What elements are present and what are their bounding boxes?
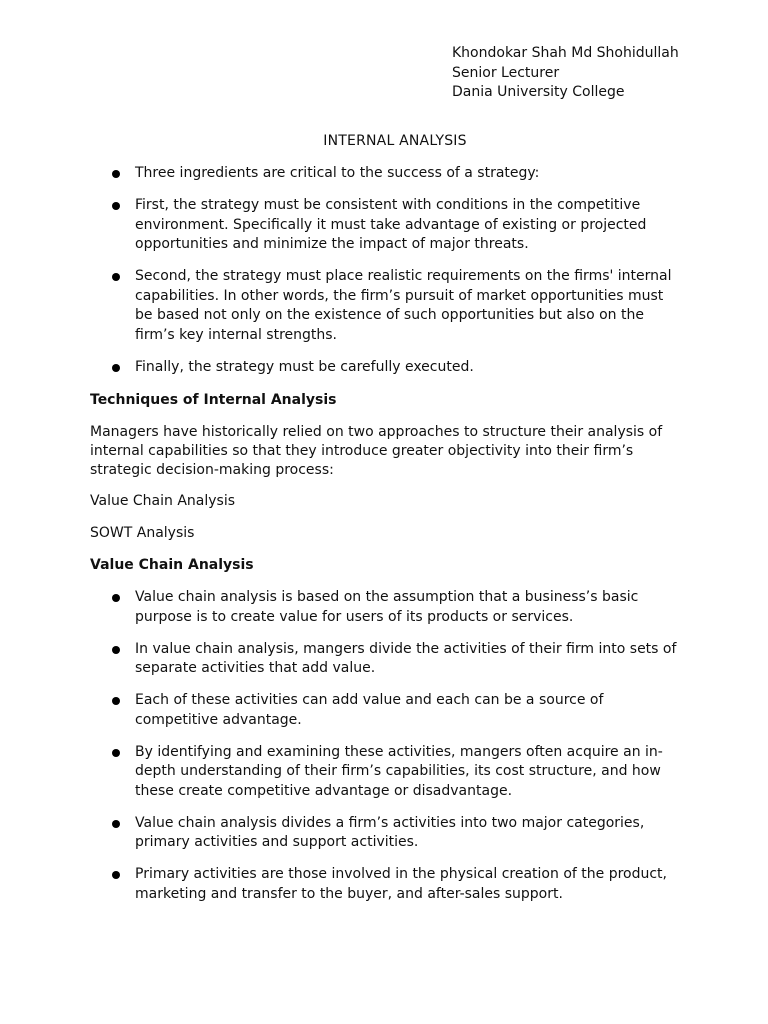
bullet-icon	[112, 273, 120, 281]
author-name: Khondokar Shah Md Shohidullah	[452, 45, 679, 61]
list-item	[90, 640, 680, 679]
bullet-text: First, the strategy must be consistent with conditions in the competitive environment. Specifically it must take advantage of existing or projected opportunities and minimize the impact of major threats.	[135, 197, 647, 252]
approach-sowt: SOWT Analysis	[90, 525, 195, 541]
bullet-text: Each of these activities can add value and each can be a source of competitive advantage.	[135, 692, 604, 728]
bullet-icon	[112, 871, 120, 879]
approach-value-chain: Value Chain Analysis	[90, 493, 236, 509]
author-institution: Dania University College	[452, 84, 625, 100]
list-item	[90, 814, 680, 853]
bullet-text: Primary activities are those involved in the physical creation of the product, marketing and transfer to the buyer, and after-sales support.	[135, 866, 667, 902]
bullet-icon	[112, 697, 120, 705]
bullet-icon	[112, 749, 120, 757]
bullet-icon	[112, 364, 120, 372]
bullet-text: Value chain analysis divides a firm’s activities into two major categories, primary activities and support activities.	[135, 814, 645, 850]
list-item	[90, 865, 680, 904]
bullet-text: Three ingredients are critical to the success of a strategy:	[135, 165, 540, 181]
value-chain-heading: Value Chain Analysis	[90, 557, 254, 573]
bullet-icon	[112, 170, 120, 178]
bullet-text: Value chain analysis is based on the assumption that a business’s basic purpose is to create value for users of its products or services.	[135, 589, 639, 625]
bullet-text: By identifying and examining these activities, mangers often acquire an in-depth understanding of their firm’s capabilities, its cost structure, and how these create competitive advantage or disadvantage.	[135, 743, 663, 799]
bullet-icon	[112, 820, 120, 828]
list-item	[90, 588, 680, 627]
page-title: INTERNAL ANALYSIS	[323, 133, 467, 149]
list-item	[90, 358, 680, 378]
bullet-icon	[112, 594, 120, 602]
intro-bullet-list	[90, 164, 680, 377]
list-item	[90, 196, 680, 255]
list-item	[90, 267, 680, 345]
list-item	[90, 691, 680, 730]
list-item	[90, 164, 680, 184]
value-chain-bullet-list	[90, 588, 680, 904]
bullet-text: Finally, the strategy must be carefully executed.	[135, 358, 474, 375]
bullet-icon	[112, 202, 120, 210]
author-block	[452, 44, 679, 103]
techniques-paragraph: Managers have historically relied on two approaches to structure their analysis of internal capabilities so that they introduce greater objectivity into their firm’s strategic decision-making process:	[90, 424, 663, 478]
bullet-text: Second, the strategy must place realistic requirements on the firms' internal capabilities. In other words, the firm’s pursuit of market opportunities must be based not only on the existence of such opportunities but also on the firm’s key internal strengths.	[135, 268, 672, 343]
bullet-text: In value chain analysis, mangers divide the activities of their firm into sets of separate activities that add value.	[135, 640, 677, 676]
bullet-icon	[112, 646, 120, 654]
author-position: Senior Lecturer	[452, 64, 560, 81]
techniques-heading: Techniques of Internal Analysis	[90, 392, 337, 408]
list-item	[90, 743, 680, 802]
